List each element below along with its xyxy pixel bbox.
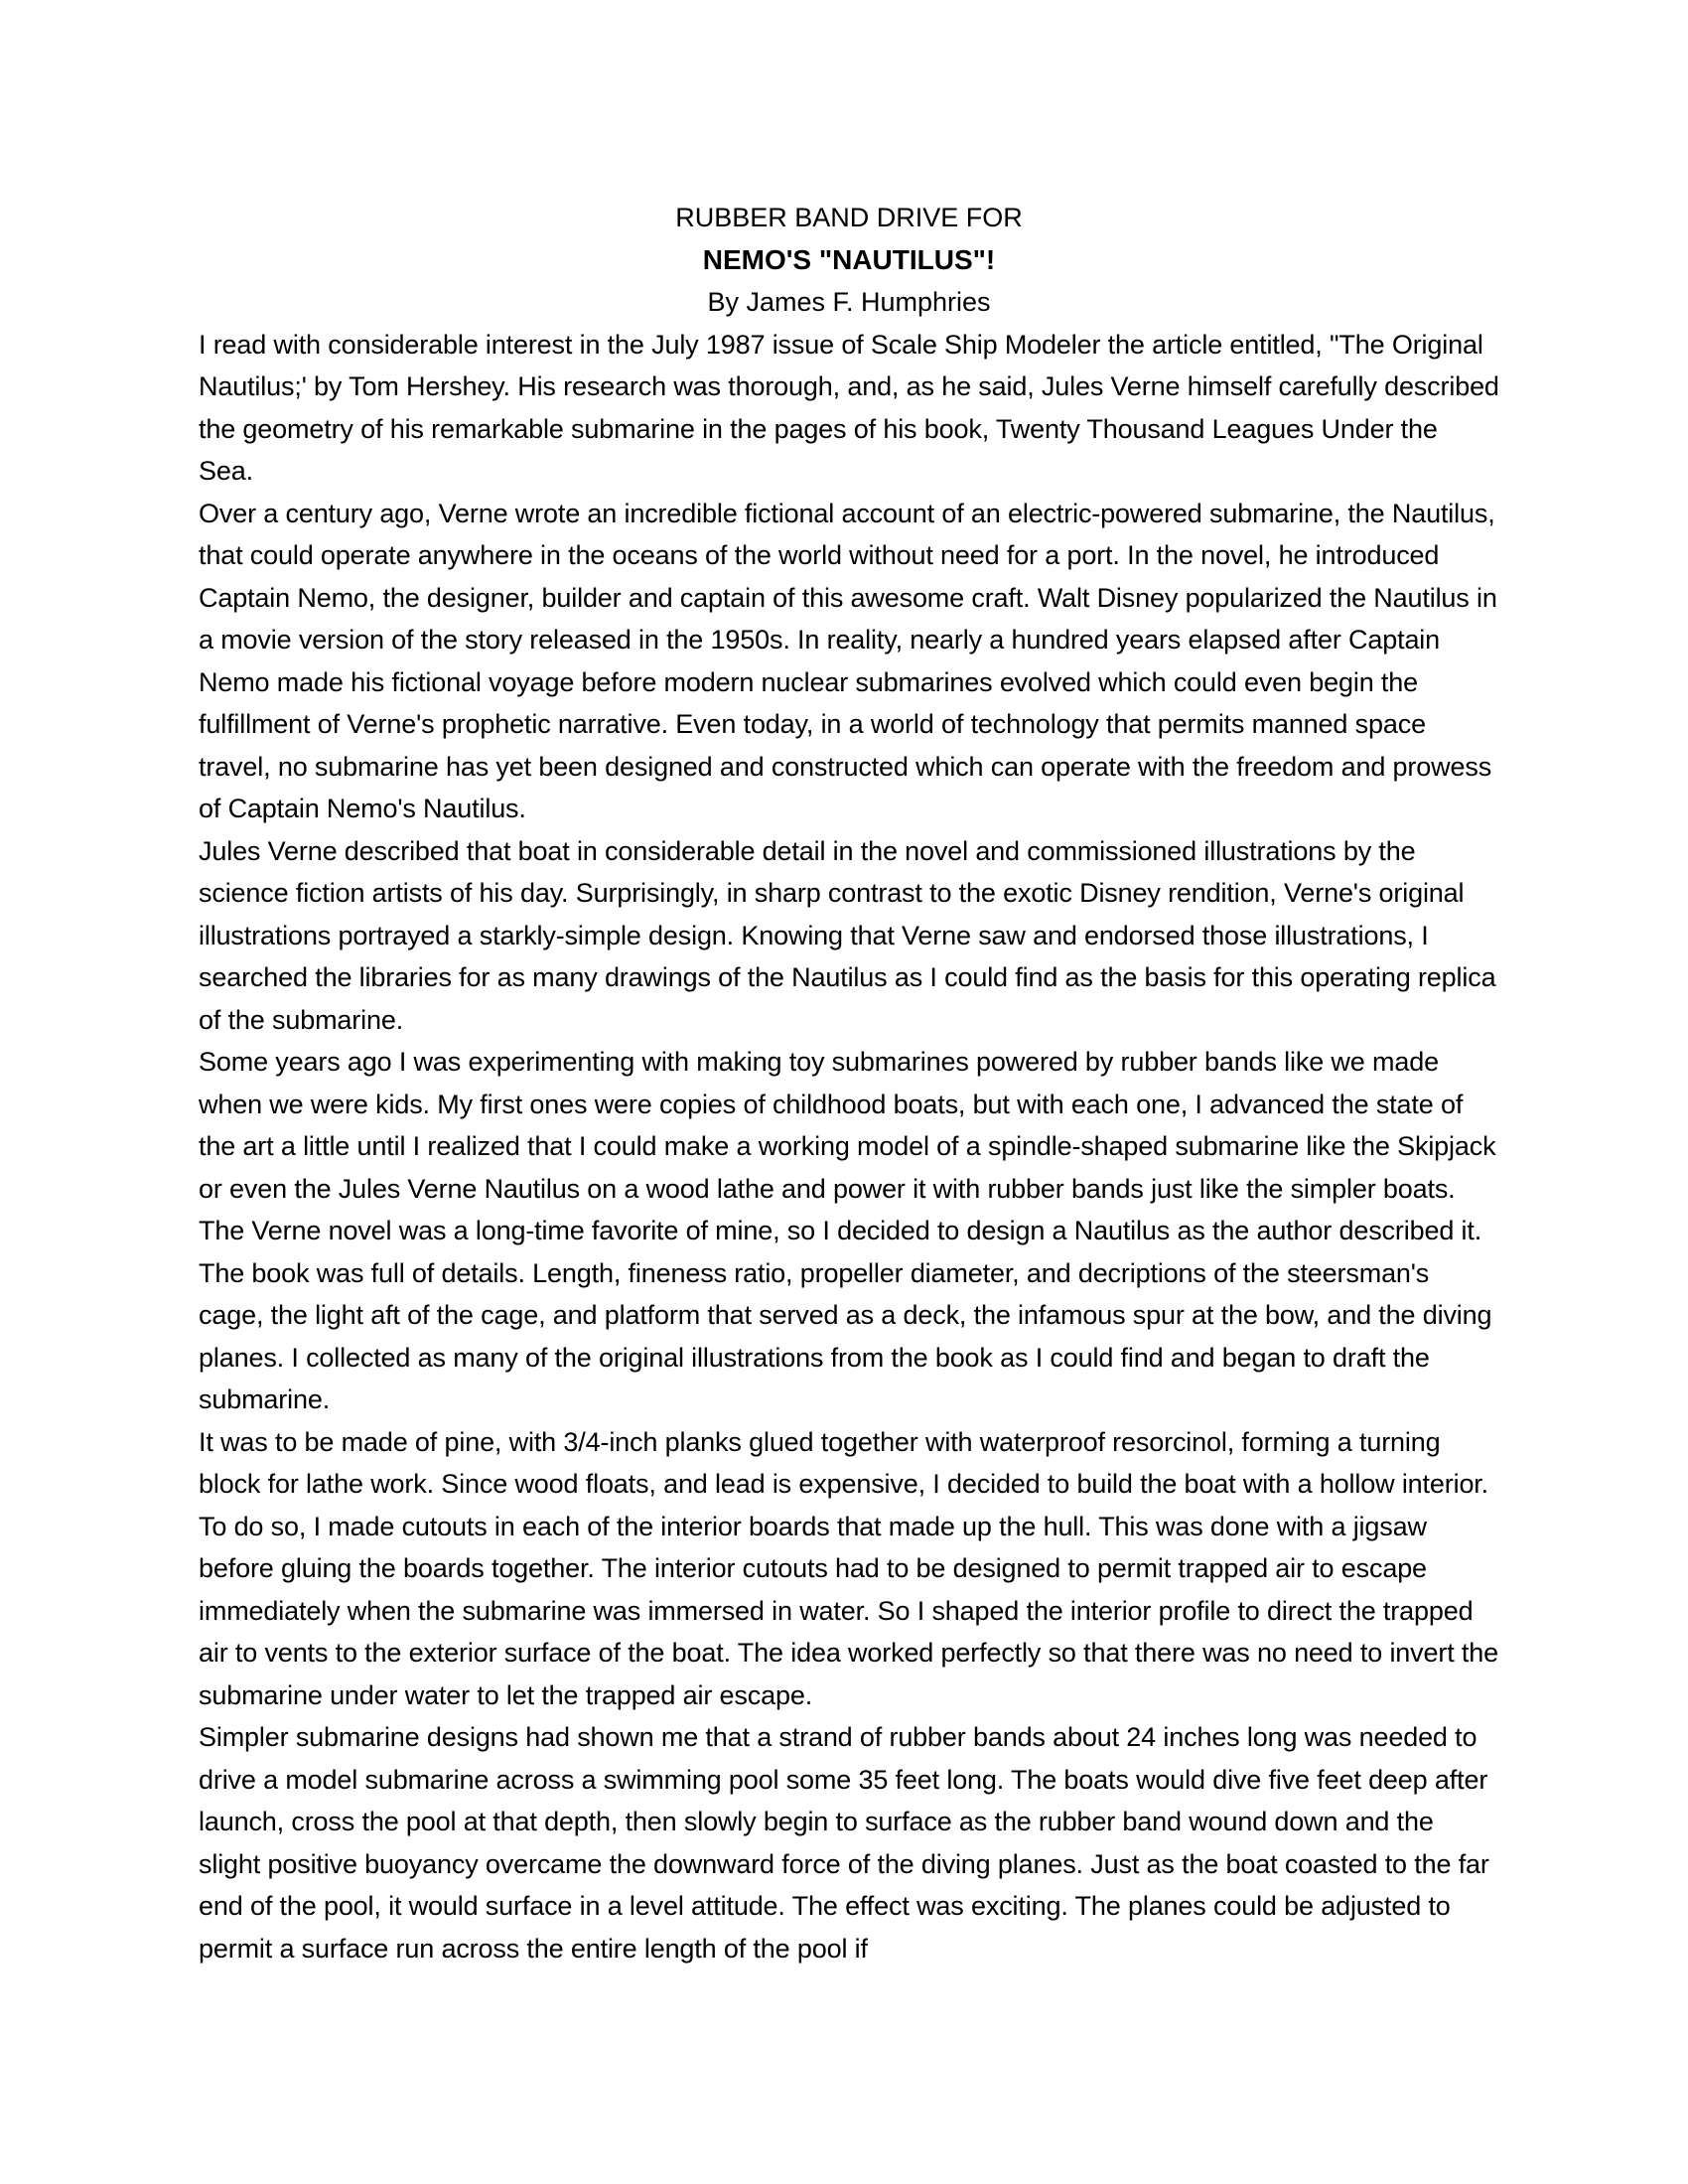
article-byline: By James F. Humphries bbox=[707, 287, 991, 317]
paragraph-3: Jules Verne described that boat in considerable detail in the novel and commissioned illustrations by the science fiction artists of his day. Surprisingly, in sharp contrast to the exotic Disney rendition, Verne's original illustrations portrayed a starkly-simple design. Knowing that Verne saw and endorsed those illustrations, I searched the libraries for as many drawings of the Nautilus as I could find as the basis for this operating replica of the submarine. bbox=[199, 835, 1496, 1035]
paragraph-4: Some years ago I was experimenting with making toy submarines powered by rubber bands like we made when we were kids. My first ones were copies of childhood boats, but with each one, I advanced the state of the art a little until I realized that I could make a working model of a spindle-shaped submarine like the Skipjack or even the Jules Verne Nautilus on a wood lathe and power it with rubber bands just like the simpler boats. The Verne novel was a long-time favorite of mine, so I decided to design a Nautilus as the author described it. The book was full of details. Length, fineness ratio, propeller diameter, and decriptions of the steersman's cage, the light aft of the cage, and platform that served as a deck, the infamous spur at the bow, and the diving planes. I collected as many of the original illustrations from the book as I could find and began to draft the submarine. bbox=[199, 1047, 1496, 1414]
paragraph-5: It was to be made of pine, with 3/4-inch planks glued together with waterproof resorcinol, forming a turning block for lathe work. Since wood floats, and lead is expensive, I decided to build the boat with a hollow interior. To do so, I made cutouts in each of the interior boards that made up the hull. This was done with a jigsaw before gluing the boards together. The interior cutouts had to be designed to permit trapped air to escape immediately when the submarine was immersed in water. So I shaped the interior profile to direct the trapped air to vents to the exterior surface of the boat. The idea worked perfectly so that there was no need to invert the submarine under water to let the trapped air escape. bbox=[199, 1426, 1499, 1710]
paragraph-1: I read with considerable interest in the July 1987 issue of Scale Ship Modeler the article entitled, "The Original Nautilus;' by Tom Hershey. His research was thorough, and, as he said, Jules Verne himself carefully described the geometry of his remarkable submarine in the pages of his book, Twenty Thousand Leagues Under the Sea. bbox=[199, 329, 1499, 486]
article-kicker: RUBBER BAND DRIVE FOR bbox=[675, 203, 1023, 232]
paragraph-2: Over a century ago, Verne wrote an incredible fictional account of an electric-powered submarine, the Nautilus, that could operate anywhere in the oceans of the world without need for a port. In the novel, he introduced Captain Nemo, the designer, builder and captain of this awesome craft. Walt Disney popularized the Nautilus in a movie version of the story released in the 1950s. In reality, nearly a hundred years elapsed after Captain Nemo made his fictional voyage before modern nuclear submarines evolved which could even begin the fulfillment of Verne's prophetic narrative. Even today, in a world of technology that permits manned space travel, no submarine has yet been designed and constructed which can operate with the freedom and prowess of Captain Nemo's Nautilus. bbox=[199, 498, 1497, 823]
paragraph-6: Simpler submarine designs had shown me that a strand of rubber bands about 24 inches long was needed to drive a model submarine across a swimming pool some 35 feet long. The boats would dive five feet deep after launch, cross the pool at that depth, then slowly begin to surface as the rubber band wound down and the slight positive buoyancy overcame the downward force of the diving planes. Just as the boat coasted to the far end of the pool, it would surface in a level attitude. The effect was exciting. The planes could be adjusted to permit a surface run across the entire length of the pool if bbox=[199, 1722, 1489, 1964]
article-body bbox=[199, 197, 1499, 1969]
article-title: NEMO'S "NAUTILUS"! bbox=[702, 243, 996, 275]
